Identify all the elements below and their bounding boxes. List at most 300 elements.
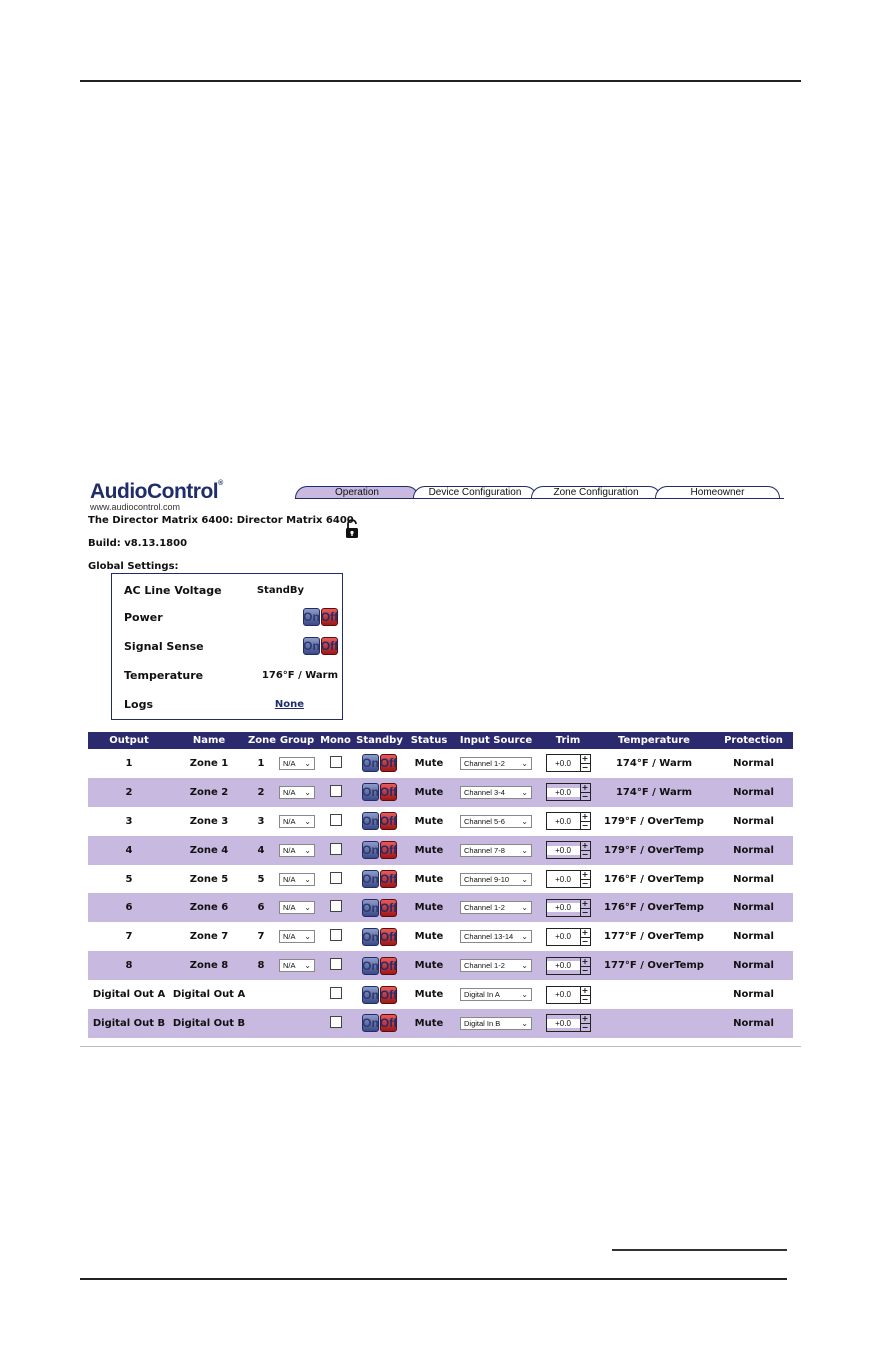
col-header-protection: Protection [724, 735, 783, 746]
chevron-down-icon: ⌄ [521, 787, 528, 797]
global-settings-panel [111, 573, 343, 720]
trim-decrease-button[interactable]: − [581, 1023, 589, 1033]
group-select[interactable] [279, 786, 315, 799]
standby-on-button[interactable]: On [362, 785, 379, 800]
input-source-cell [450, 930, 542, 943]
ac-line-voltage-value: StandBy [256, 584, 304, 596]
tab-device-configuration[interactable]: Device Configuration [413, 486, 537, 499]
power-on-button[interactable]: On [303, 610, 320, 624]
trim-decrease-button[interactable]: − [581, 763, 589, 773]
col-header-status: Status [410, 735, 448, 746]
standby-cell [351, 957, 408, 975]
status-cell: Mute [414, 1017, 444, 1029]
mono-checkbox[interactable] [330, 1016, 342, 1028]
group-select[interactable] [279, 930, 315, 943]
input-source-value: Channel 5-6 [464, 816, 505, 826]
temperature-cell [594, 758, 714, 769]
trim-input[interactable]: +0.0 [547, 759, 580, 768]
power-off-button[interactable]: Off [320, 610, 339, 624]
temperature-label: Temperature [124, 668, 204, 682]
zone-number-cell: 6 [257, 902, 265, 914]
page-bottom-rule [80, 1278, 787, 1280]
temperature-cell [594, 960, 714, 971]
standby-cell [351, 841, 408, 859]
zone-name-cell: Zone 1 [189, 757, 229, 769]
input-source-value: Channel 3-4 [464, 787, 505, 797]
trim-step-buttons [580, 958, 590, 974]
trim-decrease-button[interactable]: − [581, 792, 589, 802]
group-select[interactable] [279, 873, 315, 886]
table-row [88, 865, 793, 894]
trim-step-buttons [580, 842, 590, 858]
table-row [88, 807, 793, 836]
zone-name-cell: Digital Out B [172, 1017, 246, 1029]
protection-cell: Normal [733, 786, 774, 798]
output-cell: 6 [125, 902, 133, 914]
chevron-down-icon: ⌄ [521, 816, 528, 826]
chevron-down-icon: ⌄ [304, 758, 311, 768]
zone-name-cell: Zone 6 [189, 902, 229, 914]
group-cell [274, 901, 320, 914]
trim-stepper [546, 841, 591, 859]
trim-decrease-button[interactable]: − [581, 879, 589, 888]
col-header-output: Output [109, 735, 149, 746]
temperature-cell [594, 816, 714, 827]
tab-operation[interactable]: Operation [295, 486, 419, 499]
power-row [124, 607, 339, 627]
group-select-value: N/A [283, 961, 296, 971]
input-source-select[interactable] [460, 815, 532, 828]
trim-increase-button[interactable]: + [581, 841, 589, 851]
signal-sense-toggle [303, 637, 338, 655]
output-cell: 1 [125, 757, 133, 769]
mono-checkbox[interactable] [330, 987, 342, 999]
trim-input[interactable]: +0.0 [547, 788, 580, 797]
mono-cell [320, 1016, 351, 1031]
standby-toggle [362, 754, 397, 772]
standby-toggle [362, 841, 397, 859]
trim-cell [542, 1014, 594, 1032]
zone-temperature: 176°F / OverTemp [604, 873, 704, 885]
group-cell [274, 786, 320, 799]
group-select-value: N/A [283, 758, 296, 768]
protection-cell: Normal [733, 873, 774, 885]
trim-cell [542, 928, 594, 946]
input-source-select[interactable] [460, 959, 532, 972]
standby-toggle [362, 899, 397, 917]
trim-step-buttons [580, 1015, 590, 1031]
trim-stepper [546, 754, 591, 772]
input-source-select[interactable] [460, 930, 532, 943]
status-cell: Mute [414, 931, 444, 943]
input-source-cell [450, 844, 542, 857]
trim-input[interactable]: +0.0 [547, 932, 580, 941]
input-source-value: Channel 1-2 [464, 961, 505, 971]
input-source-select[interactable] [460, 786, 532, 799]
mono-checkbox[interactable] [330, 872, 342, 884]
standby-cell [351, 783, 408, 801]
mono-cell [320, 785, 351, 800]
col-header-trim: Trim [555, 735, 581, 746]
power-label: Power [124, 610, 163, 624]
chevron-down-icon: ⌄ [304, 932, 311, 942]
group-select-value: N/A [283, 903, 296, 913]
chevron-down-icon: ⌄ [521, 903, 528, 913]
signal-sense-on-button[interactable]: On [303, 639, 320, 653]
table-bottom-rule [80, 1046, 801, 1047]
trim-decrease-button[interactable]: − [581, 936, 589, 946]
trim-stepper [546, 928, 591, 946]
trim-input[interactable]: +0.0 [547, 875, 580, 884]
trim-stepper [546, 1014, 591, 1032]
standby-toggle [362, 957, 397, 975]
standby-toggle [362, 870, 397, 888]
mono-cell [320, 900, 351, 915]
zone-number-cell: 8 [257, 960, 265, 972]
standby-on-button[interactable]: On [362, 900, 379, 915]
trim-increase-button[interactable]: + [581, 812, 589, 822]
zone-number-cell: 4 [257, 844, 265, 856]
trim-stepper [546, 899, 591, 917]
group-select[interactable] [279, 901, 315, 914]
mono-cell [320, 987, 351, 1002]
mono-checkbox[interactable] [330, 929, 342, 941]
input-source-cell [450, 815, 542, 828]
trim-step-buttons [580, 900, 590, 916]
zone-name-cell: Zone 7 [189, 931, 229, 943]
tab-zone-configuration[interactable]: Zone Configuration [531, 486, 661, 499]
protection-cell: Normal [733, 931, 774, 943]
trim-step-buttons [580, 813, 590, 829]
input-source-value: Channel 1-2 [464, 903, 505, 913]
table-row [88, 1009, 793, 1038]
input-source-select[interactable] [460, 901, 532, 914]
standby-off-button[interactable]: Off [379, 785, 398, 800]
mono-cell [320, 756, 351, 771]
standby-cell [351, 754, 408, 772]
trim-step-buttons [580, 784, 590, 800]
trim-increase-button[interactable]: + [581, 985, 589, 995]
mono-cell [320, 929, 351, 944]
zone-number-cell: 5 [257, 873, 265, 885]
trim-step-buttons [580, 871, 590, 887]
col-header-group: Group [279, 735, 315, 746]
col-header-temperature: Temperature [618, 735, 690, 746]
trim-input[interactable]: +0.0 [547, 817, 580, 826]
zone-number-cell: 3 [257, 815, 265, 827]
zone-name-cell: Zone 4 [189, 844, 229, 856]
input-source-cell [450, 873, 542, 886]
trim-cell [542, 986, 594, 1004]
trim-cell [542, 783, 594, 801]
trim-decrease-button[interactable]: − [581, 907, 589, 917]
chevron-down-icon: ⌄ [521, 874, 528, 884]
standby-cell [351, 870, 408, 888]
group-cell [274, 844, 320, 857]
trim-stepper [546, 783, 591, 801]
status-cell: Mute [414, 786, 444, 798]
group-cell [274, 757, 320, 770]
trim-decrease-button[interactable]: − [581, 821, 589, 831]
zone-temperature: 174°F / Warm [615, 757, 693, 769]
trim-step-buttons [580, 929, 590, 945]
input-source-select[interactable] [460, 873, 532, 886]
input-source-value: Digital In B [464, 1018, 501, 1028]
trim-step-buttons [580, 755, 590, 771]
temperature-value: 176°F / Warm [261, 669, 338, 681]
input-source-select[interactable] [460, 844, 532, 857]
group-select-value: N/A [283, 787, 296, 797]
zone-table-header [88, 732, 793, 749]
signal-sense-row [124, 636, 339, 656]
status-cell: Mute [414, 989, 444, 1001]
standby-on-button[interactable]: On [362, 843, 379, 858]
protection-cell: Normal [733, 960, 774, 972]
trim-decrease-button[interactable]: − [581, 994, 589, 1004]
input-source-cell [450, 757, 542, 770]
output-cell: 5 [125, 873, 133, 885]
zone-temperature: 176°F / OverTemp [604, 902, 704, 914]
input-source-value: Channel 7-8 [464, 845, 505, 855]
protection-cell: Normal [733, 815, 774, 827]
zone-temperature: 179°F / OverTemp [604, 815, 704, 827]
temperature-cell [594, 931, 714, 942]
group-select-value: N/A [283, 932, 296, 942]
mono-checkbox[interactable] [330, 958, 342, 970]
input-source-cell [450, 1017, 542, 1030]
build-version: Build: v8.13.1800 [88, 538, 188, 549]
status-cell: Mute [414, 960, 444, 972]
protection-cell: Normal [733, 989, 774, 1001]
output-cell: 7 [125, 931, 133, 943]
zone-name-cell: Zone 3 [189, 815, 229, 827]
standby-cell [351, 899, 408, 917]
group-cell [274, 815, 320, 828]
standby-on-button[interactable]: On [362, 987, 379, 1002]
trim-decrease-button[interactable]: − [581, 965, 589, 975]
logo-url: www.audiocontrol.com [90, 502, 181, 512]
table-row [88, 778, 793, 807]
output-cell: 2 [125, 786, 133, 798]
col-header-standby: Standby [356, 735, 403, 746]
standby-on-button[interactable]: On [362, 872, 379, 886]
protection-cell: Normal [733, 844, 774, 856]
audiocontrol-logo: AudioControl® [90, 480, 223, 503]
global-settings-label: Global Settings: [88, 561, 179, 572]
col-header-input-source: Input Source [459, 735, 533, 746]
mono-checkbox[interactable] [330, 756, 342, 768]
trim-input[interactable]: +0.0 [547, 1019, 580, 1028]
input-source-cell [450, 959, 542, 972]
zone-table-body [88, 749, 793, 1038]
chevron-down-icon: ⌄ [304, 903, 311, 913]
standby-cell [351, 928, 408, 946]
standby-off-button[interactable]: Off [379, 929, 398, 944]
trim-increase-button[interactable]: + [581, 898, 589, 908]
trim-input[interactable]: +0.0 [547, 903, 580, 912]
trim-decrease-button[interactable]: − [581, 850, 589, 860]
status-cell: Mute [414, 902, 444, 914]
chevron-down-icon: ⌄ [521, 990, 528, 1000]
protection-cell: Normal [733, 1017, 774, 1029]
zone-temperature: 174°F / Warm [615, 786, 693, 798]
status-cell: Mute [414, 757, 444, 769]
signal-sense-off-button[interactable]: Off [320, 639, 339, 653]
standby-on-button[interactable]: On [362, 814, 379, 829]
mono-checkbox[interactable] [330, 900, 342, 912]
input-source-value: Channel 13-14 [464, 932, 514, 942]
tab-underline [295, 498, 784, 499]
trim-stepper [546, 957, 591, 975]
table-row [88, 836, 793, 865]
power-toggle [303, 608, 338, 626]
temperature-row [124, 665, 338, 685]
chevron-down-icon: ⌄ [304, 845, 311, 855]
standby-cell [351, 986, 408, 1004]
standby-on-button[interactable]: On [362, 756, 379, 771]
ac-line-voltage-label: AC Line Voltage [124, 583, 222, 597]
zone-temperature: 177°F / OverTemp [604, 960, 704, 972]
standby-toggle [362, 986, 397, 1004]
temperature-cell [594, 874, 714, 885]
zone-name-cell: Digital Out A [172, 989, 246, 1001]
zone-temperature: 177°F / OverTemp [604, 931, 704, 943]
input-source-select[interactable] [460, 757, 532, 770]
trim-input[interactable]: +0.0 [547, 846, 580, 855]
standby-off-button[interactable]: Off [379, 814, 398, 829]
chevron-down-icon: ⌄ [521, 1018, 528, 1028]
temperature-cell [594, 902, 714, 913]
standby-off-button[interactable]: Off [379, 958, 398, 973]
input-source-cell [450, 901, 542, 914]
input-source-value: Channel 9-10 [464, 874, 510, 884]
table-row [88, 749, 793, 778]
output-cell: 3 [125, 815, 133, 827]
output-cell: 8 [125, 960, 133, 972]
temperature-cell [594, 845, 714, 856]
chevron-down-icon: ⌄ [521, 845, 528, 855]
mono-checkbox[interactable] [330, 814, 342, 826]
protection-cell: Normal [733, 757, 774, 769]
trim-increase-button[interactable]: + [581, 927, 589, 937]
input-source-cell [450, 988, 542, 1001]
zone-temperature: 179°F / OverTemp [604, 844, 704, 856]
trim-increase-button[interactable]: + [581, 754, 589, 764]
table-row [88, 951, 793, 980]
trim-increase-button[interactable]: + [581, 783, 589, 793]
status-cell: Mute [414, 844, 444, 856]
trim-cell [542, 899, 594, 917]
col-header-name: Name [192, 735, 226, 746]
tab-homeowner[interactable]: Homeowner [655, 486, 780, 499]
output-cell: Digital Out A [92, 989, 166, 1001]
zone-table [88, 732, 793, 1038]
standby-toggle [362, 812, 397, 830]
input-source-value: Digital In A [464, 990, 500, 1000]
group-select[interactable] [279, 815, 315, 828]
trim-cell [542, 957, 594, 975]
standby-on-button[interactable]: On [362, 958, 379, 973]
mono-checkbox[interactable] [330, 785, 342, 797]
zone-number-cell: 1 [257, 757, 265, 769]
table-row [88, 922, 793, 951]
standby-off-button[interactable]: Off [379, 987, 398, 1002]
mono-checkbox[interactable] [330, 843, 342, 855]
signal-sense-label: Signal Sense [124, 639, 204, 653]
trim-cell [542, 841, 594, 859]
trim-stepper [546, 812, 591, 830]
group-select[interactable] [279, 959, 315, 972]
group-cell [274, 873, 320, 886]
status-cell: Mute [414, 815, 444, 827]
footer-short-rule [612, 1249, 787, 1251]
standby-on-button[interactable]: On [362, 929, 379, 944]
table-row [88, 980, 793, 1009]
trim-increase-button[interactable]: + [581, 956, 589, 966]
zone-name-cell: Zone 5 [189, 873, 229, 885]
ac-line-voltage-row [124, 580, 332, 600]
col-header-zone: Zone [248, 735, 277, 746]
chevron-down-icon: ⌄ [521, 961, 528, 971]
group-select[interactable] [279, 757, 315, 770]
standby-off-button[interactable]: Off [379, 900, 398, 915]
group-select-value: N/A [283, 874, 296, 884]
group-select-value: N/A [283, 816, 296, 826]
input-source-value: Channel 1-2 [464, 758, 505, 768]
mono-cell [320, 872, 351, 887]
standby-off-button[interactable]: Off [379, 756, 398, 771]
trim-step-buttons [580, 987, 590, 1003]
col-header-mono: Mono [320, 735, 351, 746]
standby-toggle [362, 783, 397, 801]
input-source-select[interactable] [460, 988, 532, 1001]
standby-off-button[interactable]: Off [379, 1016, 398, 1031]
logs-label: Logs [124, 697, 153, 711]
zone-name-cell: Zone 2 [189, 786, 229, 798]
trim-input[interactable]: +0.0 [547, 990, 580, 999]
trim-stepper [546, 986, 591, 1004]
chevron-down-icon: ⌄ [521, 758, 528, 768]
input-source-select[interactable] [460, 1017, 532, 1030]
group-select[interactable] [279, 844, 315, 857]
standby-on-button[interactable]: On [362, 1016, 379, 1031]
trim-cell [542, 754, 594, 772]
group-cell [274, 930, 320, 943]
unlocked-padlock-icon[interactable] [345, 519, 359, 539]
trim-stepper [546, 870, 591, 888]
table-row [88, 893, 793, 922]
standby-toggle [362, 928, 397, 946]
group-cell [274, 959, 320, 972]
trim-input[interactable]: +0.0 [547, 961, 580, 970]
standby-off-button[interactable]: Off [379, 872, 398, 886]
trim-cell [542, 870, 594, 888]
device-title: The Director Matrix 6400: Director Matrix 6400 [88, 515, 354, 526]
trim-increase-button[interactable]: + [581, 1014, 589, 1024]
output-cell: Digital Out B [92, 1017, 166, 1029]
trim-increase-button[interactable]: + [581, 870, 589, 879]
output-cell: 4 [125, 844, 133, 856]
status-cell: Mute [414, 873, 444, 885]
chevron-down-icon: ⌄ [304, 961, 311, 971]
mono-cell [320, 843, 351, 858]
group-select-value: N/A [283, 845, 296, 855]
chevron-down-icon: ⌄ [304, 874, 311, 884]
standby-off-button[interactable]: Off [379, 843, 398, 858]
mono-cell [320, 814, 351, 829]
logs-row [124, 694, 332, 714]
logs-link[interactable]: None [274, 698, 304, 710]
